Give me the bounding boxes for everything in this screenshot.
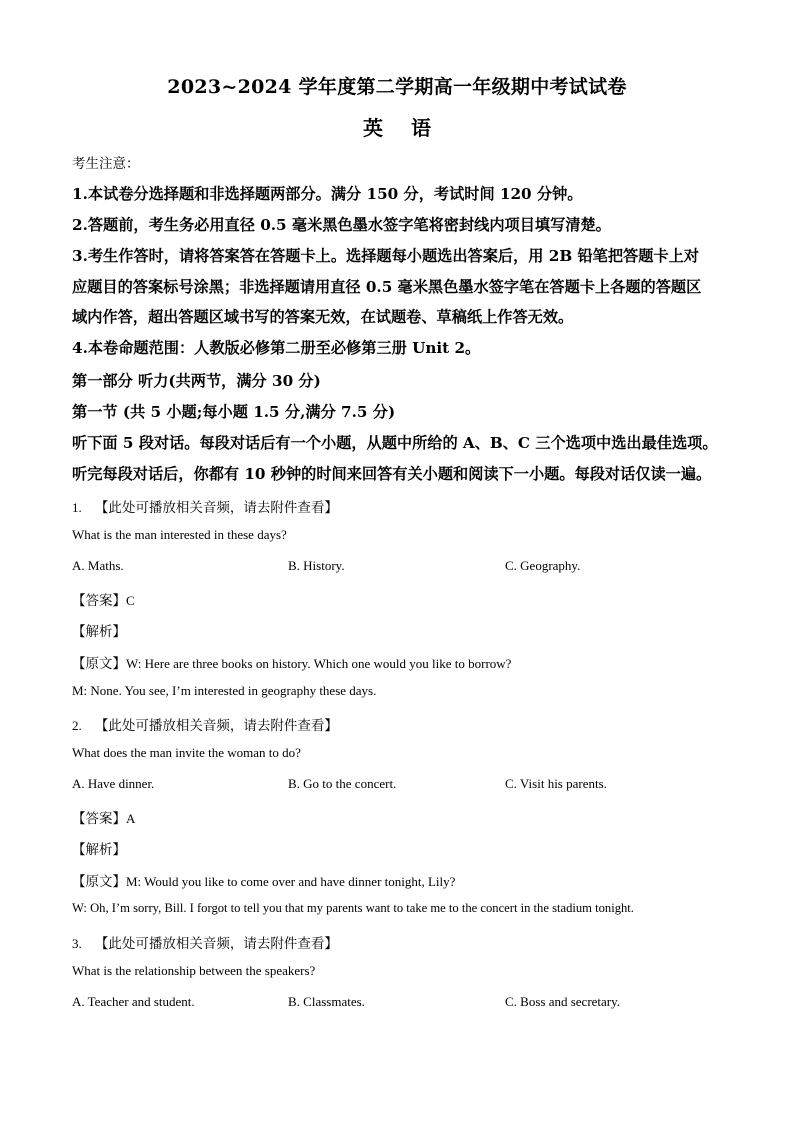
question-number: 1. <box>72 500 82 515</box>
question-3-option-a: A. Teacher and student. <box>72 994 195 1009</box>
answer-value: A <box>126 811 136 826</box>
question-2-option-a: A. Have dinner. <box>72 776 155 791</box>
audio-note: 【此处可播放相关音频，请去附件查看】 <box>94 718 338 734</box>
question-1-option-a: A. Maths. <box>72 558 124 573</box>
answer-tag: 【答案】 <box>72 811 126 827</box>
question-2-analysis: 【解析】 <box>72 842 126 858</box>
question-2-answer <box>72 807 135 827</box>
transcript-line: W: Here are three books on history. Which one would you like to borrow? <box>126 656 512 671</box>
note-item-4: 4.本卷命题范围：人教版必修第二册至必修第三册 Unit 2。 <box>72 339 481 357</box>
exam-title: 2023~2024 学年度第二学期高一年级期中考试试卷 <box>167 76 627 98</box>
question-1-stem: What is the man interested in these days? <box>72 527 287 542</box>
question-number: 3. <box>72 936 82 951</box>
note-item-2: 2.答题前，考生务必用直径 0.5 毫米黑色墨水签字笔将密封线内项目填写清楚。 <box>72 216 611 234</box>
question-1-answer <box>72 589 135 609</box>
question-2-stem: What does the man invite the woman to do? <box>72 745 301 760</box>
section-instruction-1: 听下面 5 段对话。每段对话后有一个小题，从题中所给的 A、B、C 三个选项中选出最佳选项。 <box>72 434 718 452</box>
question-2-transcript-2: W: Oh, I’m sorry, Bill. I forgot to tell you that my parents want to take me to the concert in the stadium tonight. <box>72 901 634 915</box>
question-2-option-b: B. Go to the concert. <box>288 776 397 791</box>
answer-value: C <box>126 593 135 608</box>
section-instruction-2: 听完每段对话后，你都有 10 秒钟的时间来回答有关小题和阅读下一小题。每段对话仅读一遍。 <box>72 465 712 483</box>
answer-tag: 【答案】 <box>72 593 126 609</box>
question-1-option-b: B. History. <box>288 558 345 573</box>
note-item-3-cont-2: 域内作答，超出答题区域书写的答案无效，在试题卷、草稿纸上作答无效。 <box>72 308 574 326</box>
audio-note: 【此处可播放相关音频，请去附件查看】 <box>94 936 338 952</box>
question-2-header <box>72 714 338 734</box>
note-item-1: 1.本试卷分选择题和非选择题两部分。满分 150 分，考试时间 120 分钟。 <box>72 185 583 203</box>
question-2-transcript-1 <box>72 870 455 890</box>
transcript-line: M: Would you like to come over and have dinner tonight, Lily? <box>126 874 456 889</box>
question-3-option-c: C. Boss and secretary. <box>505 994 621 1009</box>
question-1-option-c: C. Geography. <box>505 558 581 573</box>
transcript-tag: 【原文】 <box>72 874 126 890</box>
note-item-3-cont-1: 应题目的答案标号涂黑；非选择题请用直径 0.5 毫米黑色墨水签字笔在答题卡上各题的答题区 <box>72 278 702 296</box>
question-1-header <box>72 496 338 516</box>
question-1-transcript-1 <box>72 652 511 672</box>
note-item-3: 3.考生作答时，请将答案答在答题卡上。选择题每小题选出答案后，用 2B 铅笔把答题卡上对 <box>72 247 699 265</box>
question-3-stem: What is the relationship between the speakers? <box>72 963 316 978</box>
audio-note: 【此处可播放相关音频，请去附件查看】 <box>94 500 338 516</box>
question-3-option-b: B. Classmates. <box>288 994 365 1009</box>
transcript-tag: 【原文】 <box>72 656 126 672</box>
notes-heading: 考生注意： <box>72 156 140 172</box>
question-2-option-c: C. Visit his parents. <box>505 776 607 791</box>
question-1-analysis: 【解析】 <box>72 624 126 640</box>
section-part: 第一部分 听力(共两节，满分 30 分) <box>72 372 321 390</box>
section-sub: 第一节 (共 5 小题;每小题 1.5 分,满分 7.5 分) <box>72 403 396 421</box>
question-number: 2. <box>72 718 82 733</box>
question-3-header <box>72 932 338 952</box>
question-1-transcript-2: M: None. You see, I’m interested in geography these days. <box>72 683 377 698</box>
subject-title: 英语 <box>363 116 459 140</box>
